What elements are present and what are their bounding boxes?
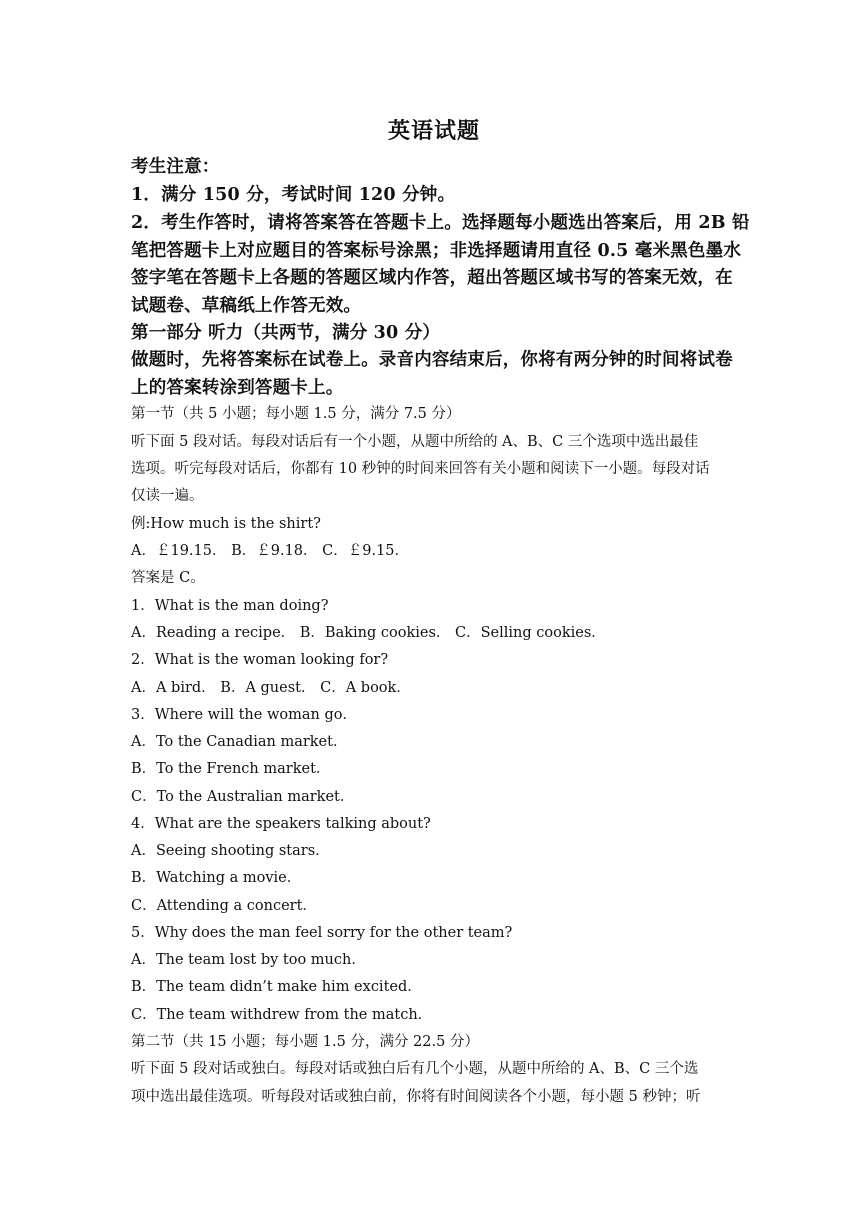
question-5-option-b: B．The team didn’t make him excited． <box>131 979 422 995</box>
question-3-option-b: B．To the French market． <box>131 761 331 777</box>
question-4-option-b: B．Watching a movie． <box>131 870 302 886</box>
section1-instruction-line-2: 选项。听完每段对话后，你都有 10 秒钟的时间来回答有关小题和阅读下一小题。每段对话 <box>131 461 710 477</box>
notice-item-2-line-4: 试题卷、草稿纸上作答无效。 <box>131 296 362 316</box>
part1-instruction-line-2: 上的答案转涂到答题卡上。 <box>131 378 344 398</box>
example-options: A．￡19.15． B．￡9.18． C．￡9.15． <box>131 543 410 559</box>
part1-instruction-line-1: 做题时，先将答案标在试卷上。录音内容结束后，你将有两分钟的时间将试卷 <box>131 350 733 370</box>
question-3-option-c: C．To the Australian market． <box>131 789 355 805</box>
question-4: 4．What are the speakers talking about? <box>131 816 431 832</box>
notice-item-1: 1．满分 150 分，考试时间 120 分钟。 <box>131 185 456 205</box>
part1-heading: 第一部分 听力（共两节，满分 30 分） <box>131 323 441 343</box>
question-4-option-c: C．Attending a concert． <box>131 898 317 914</box>
question-3-option-a: A．To the Canadian market． <box>131 734 348 750</box>
section1-instruction-line-1: 听下面 5 段对话。每段对话后有一个小题，从题中所给的 A、B、C 三个选项中选出最佳 <box>131 434 699 450</box>
section1-instruction-line-3: 仅读一遍。 <box>131 488 204 504</box>
question-5: 5．Why does the man feel sorry for the other team? <box>131 925 513 941</box>
example-question: 例:How much is the shirt? <box>131 516 321 532</box>
notice-heading: 考生注意： <box>131 157 220 177</box>
question-1-options: A．Reading a recipe． B．Baking cookies． C．Selling cookies． <box>131 625 606 641</box>
question-1: 1．What is the man doing? <box>131 598 329 614</box>
question-2-options: A．A bird． B．A guest． C．A book． <box>131 680 411 696</box>
notice-item-2-line-1: 2．考生作答时，请将答案答在答题卡上。选择题每小题选出答案后，用 2B 铅 <box>131 213 750 233</box>
section2-heading: 第二节（共 15 小题；每小题 1.5 分，满分 22.5 分） <box>131 1034 479 1050</box>
question-4-option-a: A．Seeing shooting stars． <box>131 843 330 859</box>
notice-item-2-line-3: 签字笔在答题卡上各题的答题区域内作答，超出答题区域书写的答案无效，在 <box>131 268 733 288</box>
question-3: 3．Where will the woman go． <box>131 707 357 723</box>
question-5-option-a: A．The team lost by too much． <box>131 952 366 968</box>
example-answer: 答案是 C。 <box>131 570 205 586</box>
section2-instruction-line-2: 项中选出最佳选项。听每段对话或独白前，你将有时间阅读各个小题，每小题 5 秒钟；听 <box>131 1089 701 1105</box>
section1-heading: 第一节（共 5 小题；每小题 1.5 分，满分 7.5 分） <box>131 406 461 422</box>
page-title: 英语试题 <box>387 118 480 144</box>
section2-instruction-line-1: 听下面 5 段对话或独白。每段对话或独白后有几个小题，从题中所给的 A、B、C 三个选 <box>131 1061 699 1077</box>
question-5-option-c: C．The team withdrew from the match． <box>131 1007 433 1023</box>
question-2: 2．What is the woman looking for? <box>131 652 389 668</box>
notice-item-2-line-2: 笔把答题卡上对应题目的答案标号涂黑；非选择题请用直径 0.5 毫米黑色墨水 <box>131 241 742 261</box>
